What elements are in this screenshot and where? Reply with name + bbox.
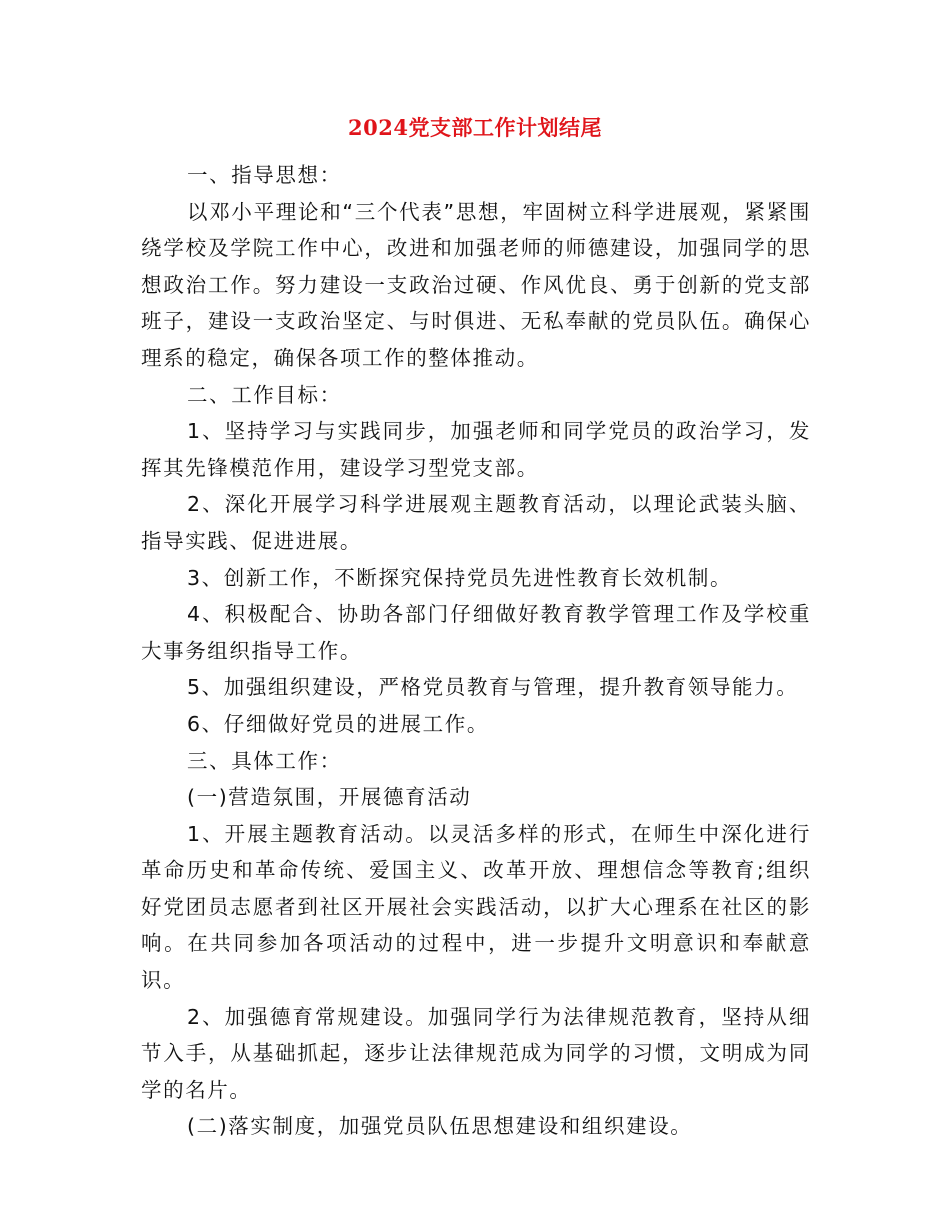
- subsection-heading: (二)落实制度，加强党员队伍思想建设和组织建设。: [187, 1114, 693, 1139]
- list-item: 4、积极配合、协助各部门仔细做好教育教学管理工作及学校重大事务组织指导工作。: [141, 602, 811, 663]
- list-item: 1、开展主题教育活动。以灵活多样的形式，在师生中深化进行革命历史和革命传统、爱国主义、改革开放、理想信念等教育;组织好党团员志愿者到社区开展社会实践活动，以扩大心理系在社区的影响。在共同参加各项活动的过程中，进一步提升文明意识和奉献意识。: [141, 821, 811, 993]
- section-heading-specific-work: 三、具体工作：: [187, 748, 342, 773]
- paragraph: 以邓小平理论和“三个代表”思想，牢固树立科学进展观，紧紧围绕学校及学院工作中心，改进和加强老师的师德建设，加强同学的思想政治工作。努力建设一支政治过硬、作风优良、勇于创新的党支部班子，建设一支政治坚定、与时俱进、无私奉献的党员队伍。确保心理系的稳定，确保各项工作的整体推动。: [141, 199, 811, 370]
- list-item: 2、加强德育常规建设。加强同学行为法律规范教育，坚持从细节入手，从基础抓起，逐步让法律规范成为同学的习惯，文明成为同学的名片。: [141, 1004, 811, 1102]
- list-item: 5、加强组织建设，严格党员教育与管理，提升教育领导能力。: [187, 675, 799, 700]
- document-body: [141, 157, 811, 1145]
- list-item: 2、深化开展学习科学进展观主题教育活动，以理论武装头脑、指导实践、促进进展。: [141, 492, 811, 553]
- list-item: 6、仔细做好党员的进展工作。: [187, 711, 489, 736]
- list-item: 3、创新工作，不断探究保持党员先进性教育长效机制。: [187, 565, 733, 590]
- subsection-heading: (一)营造氛围，开展德育活动: [187, 785, 472, 810]
- document-title: 2024党支部工作计划结尾: [348, 115, 602, 140]
- section-heading-guiding-ideology: 一、指导思想：: [187, 163, 342, 187]
- section-heading-work-goals: 二、工作目标：: [187, 382, 342, 407]
- list-item: 1、坚持学习与实践同步，加强老师和同学党员的政治学习，发挥其先锋模范作用，建设学习型党支部。: [141, 419, 811, 480]
